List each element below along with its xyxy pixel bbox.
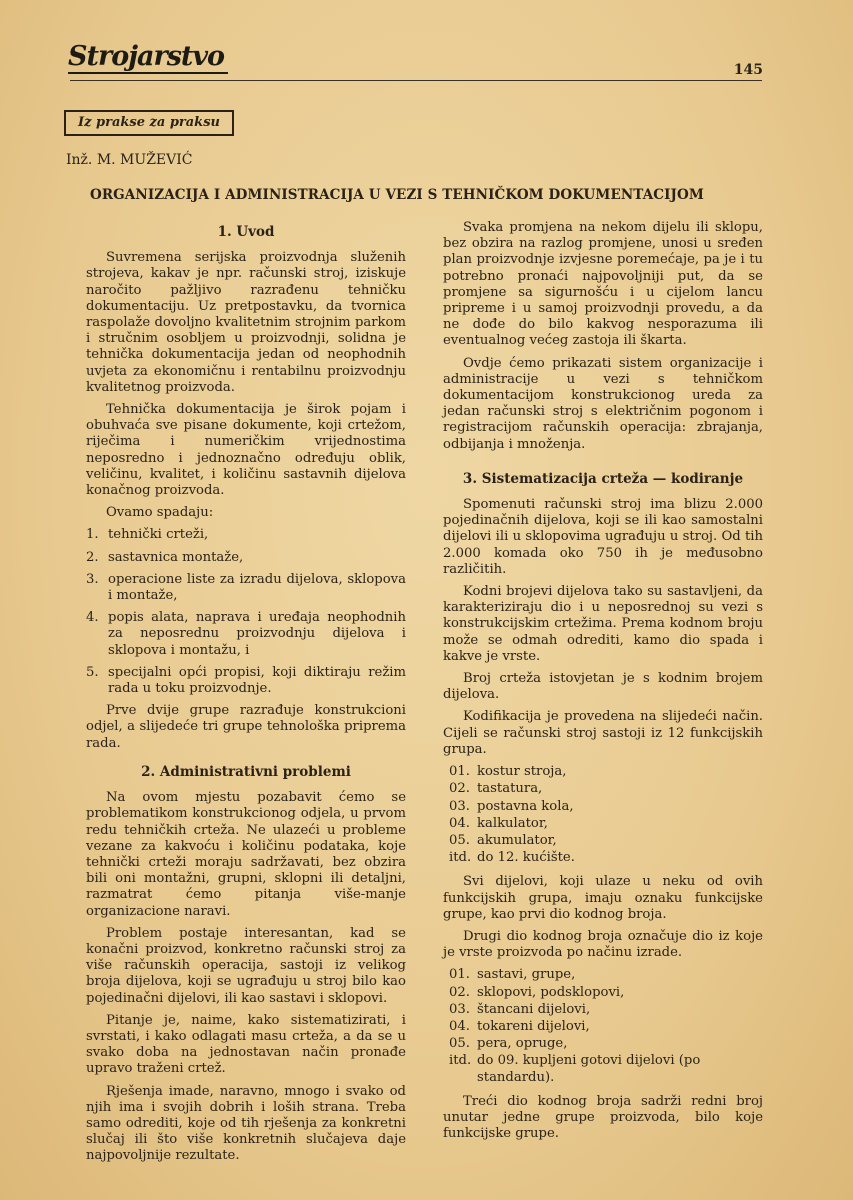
functional-groups-list [449,764,763,866]
list-item: 03. štancani dijelovi, [449,1001,591,1017]
paragraph: Treći dio kodnog broja sadrži redni broj unutar jedne grupe proizvoda, bilo koje funkcijske grupe. [443,1093,763,1142]
section-heading-coding: 3. Sistematizacija crteža — kodiranje [462,470,744,487]
list-item: 04. kalkulator, [449,815,548,831]
paragraph: Rješenja imade, naravno, mnogo i svako od njih ima i svojih dobrih i loših strana. Treba samo odrediti, koje od tih rješenja za konkretni slučaj ili što više konkretnih slučajeva daje najpovoljnije rezultate. [86,1083,406,1164]
page-number: 145 [733,62,763,78]
section-heading-intro: 1. Uvod [217,224,275,240]
paragraph: Prve dvije grupe razrađuje konstrukcioni odjel, a slijedeće tri grupe tehnološka priprema rada. [86,703,406,751]
magazine-logo: Strojarstvo [68,42,228,74]
paragraph: Ovdje ćemo prikazati sistem organizacije i administracije u vezi s tehničkom dokumentacijom konstrukcionog ureda za jedan računski stroj s električnim pogonom i registracijom računskih operacija: zbrajanja, odbijanja i množenja. [443,355,763,452]
paragraph: Kodifikacija je provedena na slijedeći način. Cijeli se računski stroj sastoji iz 12 funkcijskih grupa. [443,709,763,757]
part-kinds-list [449,967,763,1085]
section-tag: Iz prakse za praksu [64,110,234,136]
article-title: ORGANIZACIJA I ADMINISTRACIJA U VEZI S TEHNIČKOM DOKUMENTACIJOM [90,187,704,203]
list-item: 4. popis alata, naprava i uređaja neophodnih za neposrednu proizvodnju dijelova i sklopova i montažu, i [86,610,406,658]
paragraph: Suvremena serijska proizvodnja služenih strojeva, kakav je npr. računski stroj, iziskuje naročito pažljivo razrađenu tehničku dokumentaciju. Uz pretpostavku, da tvornica raspolaže dovoljno kvalitetnim strojnim parkom i stručnim osobljem u proizvodnji, solidna je tehnička dokumentacija jedan od neophodnih uvjeta za ekonomičnu i rentabilnu proizvodnju kvalitetnog proizvoda. [86,250,406,395]
paragraph: Broj crteža istovjetan je s kodnim brojem dijelova. [443,671,763,703]
paragraph: Drugi dio kodnog broja označuje dio iz koje je vrste proizvoda po načinu izrade. [443,928,763,961]
list-item: 2. sastavnica montaže, [86,549,244,565]
list-item: 02. tastatura, [449,781,543,797]
paragraph: Spomenuti računski stroj ima blizu 2.000 pojedinačnih dijelova, koji se ili kao samostalni dijelovi ili u sklopovima ugrađuju u stroj. Od tih 2.000 komada oko 750 ih je međusobno različitih. [443,497,763,577]
left-column [86,220,406,1171]
list-item: itd. do 09. kupljeni gotovi dijelovi (po standardu). [449,1053,701,1085]
paragraph: Kodni brojevi dijelova tako su sastavljeni, da karakteriziraju dio i u neposrednoj su vezi s konstrukcijskim crtežima. Prema kodnom broju može se odmah odrediti, kamo dio spada i kakve je vrste. [443,584,763,664]
list-item: 04. tokareni dijelovi, [449,1018,590,1034]
paragraph: Na ovom mjestu pozabavit ćemo se problematikom konstrukcionog odjela, u prvom redu tehničkih crteža. Ne ulazeći u probleme vezane za kakvoću i količinu podataka, koje tehnički crteži moraju sadržavati, bez obzira bili oni montažni, grupni, sklopni ili detaljni, razmatrat ćemo pitanja više-manje organizacione naravi. [86,790,406,919]
list-item: 01. sastavi, grupe, [449,967,576,983]
list-item: 03. postavna kola, [449,798,574,814]
right-column [443,220,763,1148]
list-item: 01. kostur stroja, [449,764,567,780]
list-item: 1. tehnički crteži, [86,527,209,543]
list-item: 5. specijalni opći propisi, koji diktiraju režim rada u toku proizvodnje. [86,664,406,697]
paragraph: Svaka promjena na nekom dijelu ili sklopu, bez obzira na razlog promjene, unosi u sređen plan proizvodnje izvjesne poremećaje, pa je i tu potrebno pronaći najpovoljniji put, da se promjene sa sigurnošću i u cijelom lancu pripreme i u samoj proizvodnji provedu, a da ne dođe do bilo kakvog nesporazuma ili eventualnog većeg zastoja ili škarta. [443,220,763,349]
documentation-list [86,527,406,697]
list-item: 02. sklopovi, podsklopovi, [449,984,625,1000]
paragraph: Tehnička dokumentacija je širok pojam i obuhvaća sve pisane dokumente, koji crtežom, riječima i numeričkim vrijednostima neposredno i jednoznačno određuju oblik, veličinu, kvalitet, i količinu sastavnih dijelova konačnog proizvoda. [86,402,406,499]
list-item: 05. pera, opruge, [449,1036,568,1052]
paragraph: Problem postaje interesantan, kad se konačni proizvod, konkretno računski stroj za više računskih operacija, sastoji iz velikog broja dijelova, koji se ugrađuju u stroj bilo kao pojedinačni dijelovi, ili kao sastavi i sklopovi. [86,925,406,1006]
paragraph: Svi dijelovi, koji ulaze u neku od ovih funkcijskih grupa, imaju oznaku funkcijske grupe, kao prvi dio kodnog broja. [443,874,763,922]
header-rule [70,80,762,81]
list-item: 3. operacione liste za izradu dijelova, sklopova i montaže, [86,571,406,604]
paragraph: Pitanje je, naime, kako sistematizirati, i svrstati, i kako odlagati masu crteža, a da se u svako doba na jednostavan način pronađe upravo traženi crtež. [86,1012,406,1077]
section-heading-admin: 2. Administrativni problemi [141,763,351,780]
paragraph: Ovamo spadaju: [106,505,214,521]
list-item: 05. akumulator, [449,832,557,848]
list-item: itd. do 12. kućište. [449,850,575,866]
article-author: Inž. M. MUŽEVIĆ [66,152,193,168]
